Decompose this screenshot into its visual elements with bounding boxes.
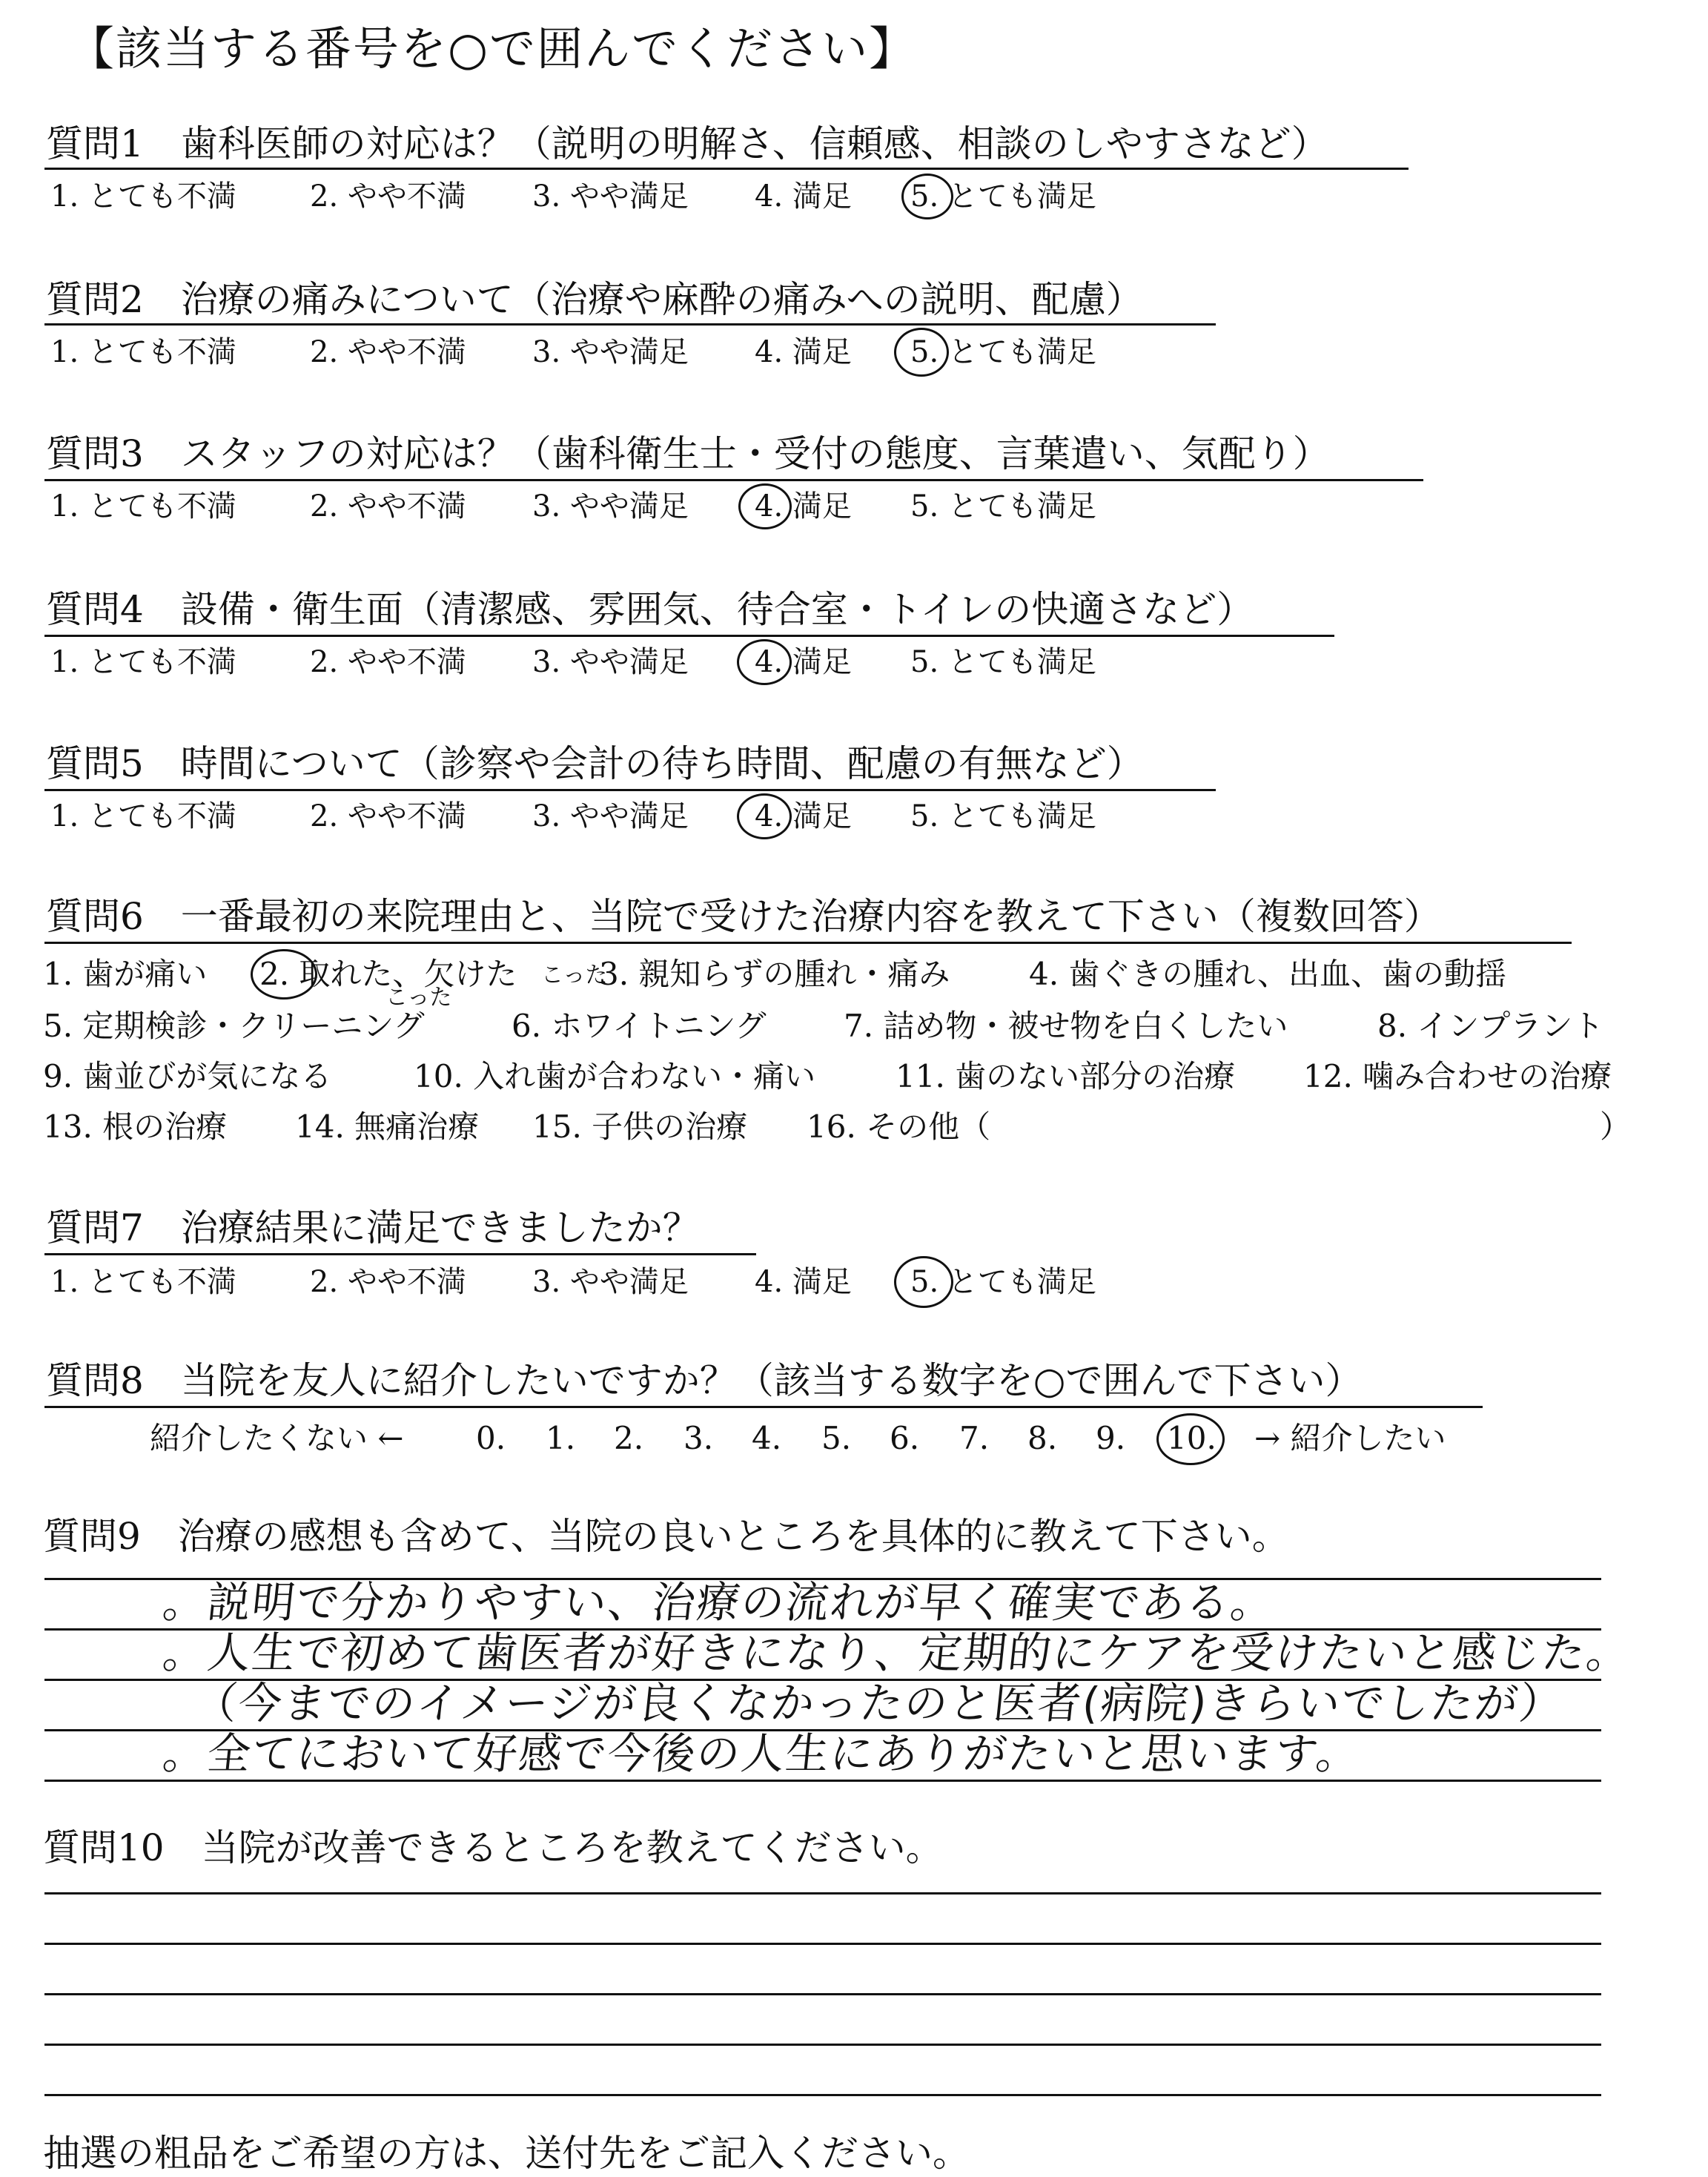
- q2-option-2[interactable]: 2. やや不満: [310, 335, 466, 369]
- q6-option-11[interactable]: 11. 歯のない部分の治療: [896, 1058, 1236, 1094]
- q6-handwritten-note-1: こった: [385, 985, 452, 1011]
- q10-line-3: [44, 1993, 1601, 1995]
- q8-scale-6[interactable]: 6.: [890, 1420, 920, 1456]
- q9-answer-line-2: 。人生で初めて歯医者が好きになり、定期的にケアを受けたいと感じた。: [160, 1628, 1634, 1678]
- q6-option-5[interactable]: 5. 定期検診・クリーニング: [43, 1008, 425, 1044]
- question-5-title: 質問5 時間について（診察や会計の待ち時間、配慮の有無など）: [46, 742, 1144, 785]
- question-7-underline: [44, 1253, 756, 1255]
- q4-option-4[interactable]: 4. 満足: [755, 645, 852, 679]
- q1-option-5[interactable]: 5. とても満足: [910, 179, 1096, 214]
- q7-option-1[interactable]: 1. とても不満: [50, 1265, 236, 1299]
- q6-option-9[interactable]: 9. 歯並びが気になる: [43, 1058, 332, 1094]
- question-10-title: 質問10 当院が改善できるところを教えてください。: [43, 1826, 943, 1869]
- q1-option-3[interactable]: 3. やや満足: [532, 179, 689, 214]
- q6-option-2[interactable]: 2. 取れた、欠けた: [259, 956, 517, 992]
- q2-option-5[interactable]: 5. とても満足: [910, 335, 1096, 369]
- q4-option-1[interactable]: 1. とても不満: [50, 645, 236, 679]
- q8-scale-4[interactable]: 4.: [752, 1420, 782, 1456]
- question-1-underline: [44, 168, 1409, 170]
- q7-option-4[interactable]: 4. 満足: [755, 1265, 852, 1299]
- q8-scale-row: [0, 1418, 1708, 1462]
- q8-scale-10[interactable]: 10.: [1167, 1420, 1217, 1456]
- question-5-underline: [44, 789, 1216, 791]
- question-9-title: 質問9 治療の感想も含めて、当院の良いところを具体的に教えて下さい。: [43, 1515, 1289, 1558]
- q3-option-1[interactable]: 1. とても不満: [50, 489, 236, 523]
- q6-handwritten-note-2: こった: [541, 962, 608, 988]
- q10-line-1: [44, 1892, 1601, 1894]
- q8-scale-1[interactable]: 1.: [546, 1420, 576, 1456]
- q5-option-4[interactable]: 4. 満足: [755, 799, 852, 833]
- q5-option-1[interactable]: 1. とても不満: [50, 799, 236, 833]
- q3-option-3[interactable]: 3. やや満足: [532, 489, 689, 523]
- q8-left-label: 紹介したくない ←: [150, 1420, 404, 1456]
- q3-option-2[interactable]: 2. やや不満: [310, 489, 466, 523]
- q8-scale-5[interactable]: 5.: [821, 1420, 852, 1456]
- footer-note: 抽選の粗品をご希望の方は、送付先をご記入ください。: [43, 2132, 970, 2175]
- q7-option-5[interactable]: 5. とても満足: [910, 1265, 1096, 1299]
- q6-option-16[interactable]: 16. その他（: [807, 1109, 991, 1145]
- q6-option-13[interactable]: 13. 根の治療: [43, 1109, 228, 1145]
- q9-line-5: [44, 1780, 1601, 1782]
- question-4-underline: [44, 635, 1334, 637]
- question-2-underline: [44, 323, 1216, 326]
- q6-option-8[interactable]: 8. インプラント: [1377, 1008, 1604, 1044]
- q10-line-4: [44, 2044, 1601, 2046]
- question-3-title: 質問3 スタッフの対応は？（歯科衛生士・受付の態度、言葉遣い、気配り）: [46, 432, 1330, 475]
- q7-option-3[interactable]: 3. やや満足: [532, 1265, 689, 1299]
- q8-scale-0[interactable]: 0.: [476, 1420, 506, 1456]
- question-3-underline: [44, 479, 1423, 481]
- q1-option-2[interactable]: 2. やや不満: [310, 179, 466, 214]
- q6-option-14[interactable]: 14. 無痛治療: [295, 1109, 480, 1145]
- q6-option-6[interactable]: 6. ホワイトニング: [512, 1008, 767, 1044]
- q1-option-1[interactable]: 1. とても不満: [50, 179, 236, 214]
- q4-option-5[interactable]: 5. とても満足: [910, 645, 1096, 679]
- q10-line-5: [44, 2094, 1601, 2096]
- question-8-title: 質問8 当院を友人に紹介したいですか？（該当する数字を○で囲んで下さい）: [46, 1359, 1363, 1402]
- q6-option-3[interactable]: 3. 親知らずの腫れ・痛み: [599, 956, 950, 992]
- q6-option-4[interactable]: 4. 歯ぐきの腫れ、出血、歯の動揺: [1029, 956, 1506, 992]
- q8-scale-9[interactable]: 9.: [1096, 1420, 1126, 1456]
- q8-scale-7[interactable]: 7.: [959, 1420, 990, 1456]
- question-4-title: 質問4 設備・衛生面（清潔感、雰囲気、待合室・トイレの快適さなど）: [46, 588, 1254, 631]
- q1-option-4[interactable]: 4. 満足: [755, 179, 852, 214]
- q8-right-label: → 紹介したい: [1254, 1420, 1446, 1456]
- question-1-title: 質問1 歯科医師の対応は？（説明の明解さ、信頼感、相談のしやすさなど）: [46, 122, 1328, 165]
- q8-scale-2[interactable]: 2.: [614, 1420, 644, 1456]
- q3-option-5[interactable]: 5. とても満足: [910, 489, 1096, 523]
- q9-answer-line-3: （今までのイメージが良くなかったのと医者(病院)きらいでしたが）: [191, 1678, 1567, 1728]
- q5-option-5[interactable]: 5. とても満足: [910, 799, 1096, 833]
- q6-option-1[interactable]: 1. 歯が痛い: [43, 956, 208, 992]
- q9-answer-line-4: 。全てにおいて好感で今後の人生にありがたいと思います。: [160, 1728, 1363, 1779]
- q2-option-3[interactable]: 3. やや満足: [532, 335, 689, 369]
- question-6-title: 質問6 一番最初の来院理由と、当院で受けた治療内容を教えて下さい（複数回答）: [46, 895, 1441, 938]
- question-7-title: 質問7 治療結果に満足できましたか？: [46, 1206, 700, 1249]
- q3-option-4[interactable]: 4. 満足: [755, 489, 852, 523]
- q4-option-3[interactable]: 3. やや満足: [532, 645, 689, 679]
- q8-scale-3[interactable]: 3.: [683, 1420, 714, 1456]
- q2-option-4[interactable]: 4. 満足: [755, 335, 852, 369]
- page-heading: 【該当する番号を○で囲んでください】: [68, 22, 917, 76]
- q5-option-2[interactable]: 2. やや不満: [310, 799, 466, 833]
- q5-option-3[interactable]: 3. やや満足: [532, 799, 689, 833]
- q9-answer-line-1: 。説明で分かりやすい、治療の流れが早く確実である。: [160, 1577, 1278, 1628]
- q6-option-16-close: ）: [1600, 1109, 1632, 1145]
- q2-option-1[interactable]: 1. とても不満: [50, 335, 236, 369]
- q4-option-2[interactable]: 2. やや不満: [310, 645, 466, 679]
- q7-option-2[interactable]: 2. やや不満: [310, 1265, 466, 1299]
- q6-option-12[interactable]: 12. 噛み合わせの治療: [1303, 1058, 1612, 1094]
- question-2-title: 質問2 治療の痛みについて（治療や麻酔の痛みへの説明、配慮）: [46, 278, 1143, 321]
- question-6-underline: [44, 942, 1572, 944]
- q6-option-10[interactable]: 10. 入れ歯が合わない・痛い: [414, 1058, 816, 1094]
- question-8-underline: [44, 1406, 1483, 1408]
- q6-option-15[interactable]: 15. 子供の治療: [532, 1109, 748, 1145]
- q8-scale-8[interactable]: 8.: [1027, 1420, 1058, 1456]
- q6-option-7[interactable]: 7. 詰め物・被せ物を白くしたい: [844, 1008, 1288, 1044]
- q10-line-2: [44, 1943, 1601, 1945]
